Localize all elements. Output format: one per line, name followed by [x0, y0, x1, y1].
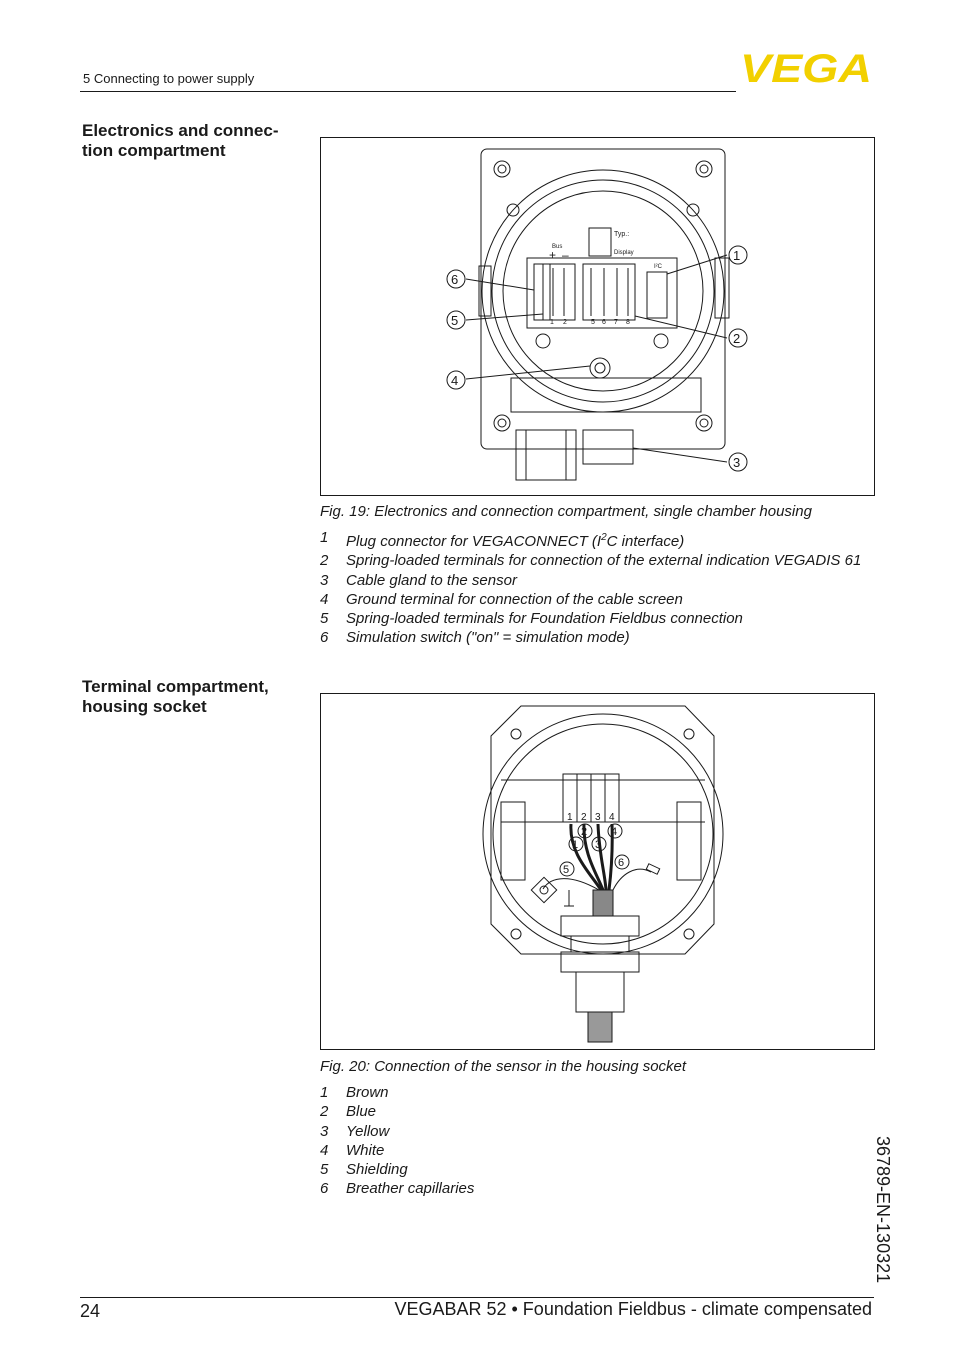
module-screw	[654, 334, 668, 348]
leader-6	[466, 279, 534, 290]
breather-capillary	[613, 869, 651, 890]
svg-text:3: 3	[595, 839, 602, 851]
callout-6	[447, 270, 465, 288]
callout-5	[447, 311, 465, 329]
document-number: 36789-EN-130321	[873, 1136, 893, 1284]
terminal-8: 8	[626, 319, 630, 326]
bus-label: Bus	[552, 244, 563, 250]
i2c-connector	[647, 272, 667, 318]
callout-1	[569, 837, 583, 851]
figure-20-box	[320, 693, 875, 1050]
section-heading-terminal	[82, 677, 307, 717]
svg-text:5: 5	[563, 864, 570, 876]
mount-hole	[696, 415, 712, 431]
svg-text:6: 6	[618, 857, 625, 869]
sim-switch	[534, 264, 550, 320]
gland-body	[576, 972, 624, 1012]
i2c-label: I²C	[654, 264, 662, 270]
footer-divider	[80, 1297, 874, 1298]
housing-plate	[481, 149, 725, 449]
terminal-1: 1	[550, 319, 554, 326]
svg-text:5: 5	[451, 313, 459, 328]
typ-label: Typ.:	[614, 231, 630, 238]
legend-item: 3 Cable gland to the sensor	[320, 571, 517, 589]
legend-item: 6 Simulation switch ("on" = simulation mode)	[320, 629, 630, 647]
legend-item: 2 Blue	[320, 1103, 377, 1121]
mount-hole	[494, 161, 510, 177]
leader-5	[466, 314, 543, 320]
bus-terminal-block	[543, 264, 575, 320]
legend-item: 4 Ground terminal for connection of the cable screen	[320, 590, 683, 608]
housing-neck	[511, 378, 701, 412]
legend-item: 1 Brown	[320, 1084, 389, 1101]
figure-20-caption: Fig. 20: Connection of the sensor in the housing socket	[320, 1058, 687, 1075]
heading-text: Terminal compartment, housing socket	[82, 677, 269, 716]
socket-side-block	[501, 802, 525, 880]
svg-text:2: 2	[581, 826, 588, 838]
socket-terminal-4: 4	[609, 812, 615, 823]
callout-2	[578, 824, 592, 838]
callout-4	[447, 371, 465, 389]
socket-terminal-2: 2	[581, 812, 587, 823]
callout-3	[729, 453, 747, 471]
mount-hole	[696, 161, 712, 177]
callout-5	[560, 862, 574, 876]
socket-terminal-1: 1	[567, 812, 573, 823]
svg-text:6: 6	[451, 272, 459, 287]
mount-hole	[494, 415, 510, 431]
running-header: 5 Connecting to power supply	[83, 71, 255, 86]
legend-item: 5 Shielding	[320, 1161, 408, 1179]
legend-item: 5 Spring-loaded terminals for Foundation Fieldbus connection	[320, 610, 743, 628]
leader-4	[466, 366, 590, 379]
terminal-5: 5	[591, 319, 595, 326]
gland-nut	[561, 916, 639, 936]
header-divider	[80, 91, 736, 92]
typ-label-block	[589, 228, 611, 256]
callout-1	[729, 246, 747, 264]
socket-inner-ring	[483, 714, 723, 954]
svg-text:3: 3	[733, 455, 741, 470]
socket-side-block	[677, 802, 701, 880]
heading-text: Electronics and connec- tion compartment	[82, 121, 279, 160]
figure-19-legend	[320, 528, 880, 648]
socket-terminal-3: 3	[595, 812, 601, 823]
callout-2	[729, 329, 747, 347]
legend-item: 1 Plug connector for VEGACONNECT ($I^2C$ interface)	[320, 529, 685, 550]
callout-3	[592, 837, 606, 851]
page-number: 24	[80, 1301, 101, 1321]
leader-3	[633, 448, 727, 462]
terminal-6: 6	[602, 319, 606, 326]
terminal-2: 2	[563, 319, 567, 326]
housing-socket-drawing	[321, 694, 874, 1049]
callout-6	[615, 855, 629, 869]
svg-text:2: 2	[733, 331, 741, 346]
legend-item: 2 Spring-loaded terminals for connection of the external indication VEGADIS 61	[320, 552, 862, 570]
footer-title: VEGABAR 52 • Foundation Fieldbus - climate compensated	[394, 1299, 872, 1319]
figure-20-legend	[320, 1083, 880, 1199]
terminal-7: 7	[614, 319, 618, 326]
legend-item: 4 White	[320, 1141, 385, 1159]
legend-item: 3 Yellow	[320, 1122, 390, 1140]
legend-item: 6 Breather capillaries	[320, 1180, 475, 1198]
svg-text:4: 4	[611, 826, 618, 838]
cable-gland-sensor	[583, 430, 633, 464]
svg-text:1: 1	[572, 839, 579, 851]
vega-logo	[740, 50, 874, 84]
bus-plus: +	[549, 248, 557, 262]
cable-sheath	[593, 890, 613, 916]
bus-minus: –	[562, 248, 569, 262]
sensor-cable	[588, 1012, 612, 1042]
callout-4	[608, 824, 622, 838]
leader-2	[635, 316, 727, 338]
figure-19-caption: Fig. 19: Electronics and connection compartment, single chamber housing	[320, 503, 812, 520]
logo-text: VEGA	[740, 50, 872, 84]
module-screw	[536, 334, 550, 348]
section-heading-electronics	[82, 121, 307, 161]
ground-terminal	[590, 358, 610, 378]
display-label: Display	[614, 250, 634, 256]
svg-text:4: 4	[451, 373, 459, 388]
cable-gland	[516, 430, 576, 480]
electronics-compartment-drawing	[321, 138, 874, 495]
figure-19-box	[320, 137, 875, 496]
svg-text:1: 1	[733, 248, 741, 263]
